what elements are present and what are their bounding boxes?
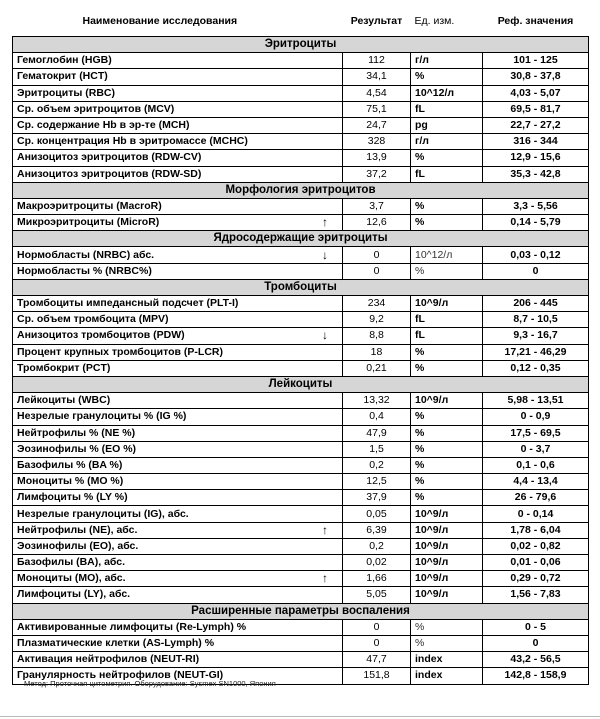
reference-range: 0 - 0,14 — [483, 506, 589, 522]
test-name-cell — [13, 506, 343, 522]
unit-value: 10^9/л — [411, 522, 483, 538]
test-name: Анизоцитоз тромбоцитов (PDW) — [17, 329, 185, 342]
result-value: 0,21 — [343, 360, 411, 376]
test-name-cell — [13, 409, 343, 425]
unit-value: 10^9/л — [411, 555, 483, 571]
test-name-cell — [13, 85, 343, 101]
reference-range: 0,12 - 0,35 — [483, 360, 589, 376]
unit-value: г/л — [411, 134, 483, 150]
test-name-cell — [13, 53, 343, 69]
reference-range: 17,21 - 46,29 — [483, 344, 589, 360]
result-value: 4,54 — [343, 85, 411, 101]
reference-range: 30,8 - 37,8 — [483, 69, 589, 85]
page-bottom-divider — [0, 716, 600, 717]
section-header-row — [13, 182, 589, 198]
table-row — [13, 360, 589, 376]
result-value: 1,66 — [343, 571, 411, 587]
result-value: 8,8 — [343, 328, 411, 344]
test-name: Лимфоциты (LY), абс. — [17, 588, 131, 601]
test-name: Базофилы (BA), абс. — [17, 556, 126, 569]
reference-range: 4,03 - 5,07 — [483, 85, 589, 101]
reference-range: 316 - 344 — [483, 134, 589, 150]
test-name-cell — [13, 393, 343, 409]
arrow-down-icon: ↓ — [322, 247, 328, 262]
unit-value: % — [411, 457, 483, 473]
reference-range: 0,02 - 0,82 — [483, 538, 589, 554]
test-name-cell — [13, 198, 343, 214]
unit-value: pg — [411, 117, 483, 133]
result-value: 37,2 — [343, 166, 411, 182]
reference-range: 3,3 - 5,56 — [483, 198, 589, 214]
reference-range: 4,4 - 13,4 — [483, 474, 589, 490]
result-value: 3,7 — [343, 198, 411, 214]
reference-range: 0 — [483, 635, 589, 651]
unit-value: % — [411, 425, 483, 441]
test-name: Анизоцитоз эритроцитов (RDW-SD) — [17, 167, 202, 180]
test-name-cell — [13, 69, 343, 85]
test-name: Активированные лимфоциты (Re-Lymph) % — [17, 620, 247, 633]
table-row — [13, 490, 589, 506]
table-row — [13, 150, 589, 166]
reference-range: 9,3 - 16,7 — [483, 328, 589, 344]
table-row — [13, 619, 589, 635]
table-row — [13, 134, 589, 150]
unit-value: 10^9/л — [411, 571, 483, 587]
reference-range: 1,56 - 7,83 — [483, 587, 589, 603]
test-name-cell — [13, 312, 343, 328]
table-row — [13, 296, 589, 312]
test-name-cell — [13, 296, 343, 312]
reference-range: 12,9 - 15,6 — [483, 150, 589, 166]
result-value: 1,5 — [343, 441, 411, 457]
table-row — [13, 555, 589, 571]
reference-range: 35,3 - 42,8 — [483, 166, 589, 182]
arrow-up-icon: ↑ — [322, 522, 328, 537]
test-name: Гемоглобин (HGB) — [17, 54, 112, 67]
result-value: 0 — [343, 263, 411, 279]
reference-range: 142,8 - 158,9 — [483, 668, 589, 684]
header-result: Результат — [350, 14, 403, 27]
test-name: Ср. объем тромбоцита (MPV) — [17, 313, 169, 326]
test-name-cell — [13, 166, 343, 182]
table-row — [13, 69, 589, 85]
test-name: Нейтрофилы % (NE %) — [17, 426, 136, 439]
table-row — [13, 409, 589, 425]
table-row — [13, 474, 589, 490]
unit-value: % — [411, 441, 483, 457]
results-table — [12, 10, 589, 685]
section-title: Тромбоциты — [13, 279, 589, 295]
reference-range: 0 - 3,7 — [483, 441, 589, 457]
test-name-cell — [13, 247, 343, 263]
arrow-up-icon: ↑ — [322, 215, 328, 230]
test-name: Эозинофилы % (EO %) — [17, 442, 137, 455]
lab-report-sheet — [12, 10, 588, 685]
test-name: Базофилы % (BA %) — [17, 458, 123, 471]
test-name-cell — [13, 619, 343, 635]
table-row — [13, 263, 589, 279]
table-row — [13, 425, 589, 441]
test-name-cell — [13, 635, 343, 651]
test-name-cell — [13, 571, 343, 587]
test-name: Активация нейтрофилов (NEUT-RI) — [17, 653, 200, 666]
arrow-up-icon: ↑ — [322, 571, 328, 586]
method-note: Метод: Проточная цитометрия. Оборудование: Sysmex SN1000, Япония — [24, 679, 276, 688]
table-row — [13, 215, 589, 231]
test-name: Тромбоциты импедансный подсчет (PLT-I) — [17, 297, 239, 310]
reference-range: 0,01 - 0,06 — [483, 555, 589, 571]
reference-range: 0,14 - 5,79 — [483, 215, 589, 231]
unit-value: % — [411, 150, 483, 166]
result-value: 34,1 — [343, 69, 411, 85]
test-name-cell — [13, 328, 343, 344]
result-value: 12,6 — [343, 215, 411, 231]
test-name-cell — [13, 150, 343, 166]
test-name: Нормобласты (NRBC) абс. — [17, 248, 155, 261]
section-title: Морфология эритроцитов — [13, 182, 589, 198]
test-name-cell — [13, 587, 343, 603]
table-row — [13, 652, 589, 668]
reference-range: 101 - 125 — [483, 53, 589, 69]
unit-value: % — [411, 490, 483, 506]
table-row — [13, 393, 589, 409]
unit-value: fL — [411, 166, 483, 182]
section-title: Эритроциты — [13, 37, 589, 53]
section-title: Лейкоциты — [13, 376, 589, 392]
table-row — [13, 538, 589, 554]
reference-range: 0 - 0,9 — [483, 409, 589, 425]
header-reference: Реф. значения — [497, 14, 574, 27]
test-name: Лимфоциты % (LY %) — [17, 491, 128, 504]
unit-value: % — [411, 619, 483, 635]
section-header-row — [13, 231, 589, 247]
test-name: Эритроциты (RBC) — [17, 86, 115, 99]
table-row — [13, 344, 589, 360]
header-unit: Ед. изм. — [414, 14, 455, 27]
result-value: 0,2 — [343, 457, 411, 473]
test-name-cell — [13, 538, 343, 554]
test-name-cell — [13, 441, 343, 457]
unit-value: 10^12/л — [411, 85, 483, 101]
table-row — [13, 571, 589, 587]
test-name-cell — [13, 425, 343, 441]
reference-range: 0 - 5 — [483, 619, 589, 635]
test-name-cell — [13, 360, 343, 376]
result-value: 9,2 — [343, 312, 411, 328]
result-value: 24,7 — [343, 117, 411, 133]
test-name: Макроэритроциты (MacroR) — [17, 199, 162, 212]
unit-value: % — [411, 215, 483, 231]
reference-range: 0 — [483, 263, 589, 279]
test-name: Ср. содержание Hb в эр-те (MCH) — [17, 119, 190, 132]
test-name: Гематокрит (HCT) — [17, 70, 108, 83]
unit-value: % — [411, 409, 483, 425]
result-value: 234 — [343, 296, 411, 312]
test-name-cell — [13, 134, 343, 150]
test-name: Эозинофилы (EO), абс. — [17, 539, 139, 552]
table-row — [13, 101, 589, 117]
unit-value: fL — [411, 312, 483, 328]
test-name: Анизоцитоз эритроцитов (RDW-CV) — [17, 151, 202, 164]
reference-range: 0,29 - 0,72 — [483, 571, 589, 587]
unit-value: % — [411, 263, 483, 279]
unit-value: index — [411, 652, 483, 668]
reference-range: 206 - 445 — [483, 296, 589, 312]
reference-range: 8,7 - 10,5 — [483, 312, 589, 328]
header-test-name: Наименование исследования — [82, 14, 238, 27]
result-value: 0,2 — [343, 538, 411, 554]
result-value: 0,4 — [343, 409, 411, 425]
test-name: Тромбокрит (PCT) — [17, 361, 111, 374]
test-name-cell — [13, 555, 343, 571]
reference-range: 5,98 - 13,51 — [483, 393, 589, 409]
table-row — [13, 328, 589, 344]
test-name-cell — [13, 490, 343, 506]
section-header-row — [13, 37, 589, 53]
test-name: Лейкоциты (WBC) — [17, 394, 111, 407]
table-row — [13, 587, 589, 603]
table-row — [13, 506, 589, 522]
result-value: 112 — [343, 53, 411, 69]
test-name-cell — [13, 522, 343, 538]
reference-range: 1,78 - 6,04 — [483, 522, 589, 538]
result-value: 47,9 — [343, 425, 411, 441]
reference-range: 0,1 - 0,6 — [483, 457, 589, 473]
test-name-cell — [13, 474, 343, 490]
table-row — [13, 53, 589, 69]
result-value: 6,39 — [343, 522, 411, 538]
unit-value: % — [411, 635, 483, 651]
unit-value: г/л — [411, 53, 483, 69]
result-value: 0,02 — [343, 555, 411, 571]
reference-range: 0,03 - 0,12 — [483, 247, 589, 263]
test-name-cell — [13, 215, 343, 231]
reference-range: 43,2 - 56,5 — [483, 652, 589, 668]
table-row — [13, 522, 589, 538]
table-row — [13, 247, 589, 263]
result-value: 13,32 — [343, 393, 411, 409]
unit-value: % — [411, 198, 483, 214]
table-row — [13, 117, 589, 133]
result-value: 12,5 — [343, 474, 411, 490]
result-value: 0,05 — [343, 506, 411, 522]
unit-value: index — [411, 668, 483, 684]
unit-value: 10^9/л — [411, 506, 483, 522]
reference-range: 17,5 - 69,5 — [483, 425, 589, 441]
test-name: Моноциты (MO), абс. — [17, 572, 126, 585]
section-header-row — [13, 603, 589, 619]
unit-value: % — [411, 474, 483, 490]
section-header-row — [13, 376, 589, 392]
table-row — [13, 441, 589, 457]
unit-value: % — [411, 360, 483, 376]
result-value: 37,9 — [343, 490, 411, 506]
test-name-cell — [13, 457, 343, 473]
reference-range: 69,5 - 81,7 — [483, 101, 589, 117]
result-value: 0 — [343, 619, 411, 635]
test-name: Нейтрофилы (NE), абс. — [17, 523, 138, 536]
reference-range: 26 - 79,6 — [483, 490, 589, 506]
result-value: 0 — [343, 635, 411, 651]
test-name: Процент крупных тромбоцитов (P-LCR) — [17, 345, 223, 358]
test-name: Незрелые гранулоциты % (IG %) — [17, 410, 187, 423]
result-value: 328 — [343, 134, 411, 150]
test-name-cell — [13, 101, 343, 117]
test-name-cell — [13, 263, 343, 279]
test-name: Ср. концентрация Hb в эритромассе (MCHC) — [17, 135, 248, 148]
table-header-row — [13, 10, 589, 37]
reference-range: 22,7 - 27,2 — [483, 117, 589, 133]
test-name-cell — [13, 344, 343, 360]
test-name: Микроэритроциты (MicroR) — [17, 216, 160, 229]
unit-value: 10^12/л — [411, 247, 483, 263]
test-name: Незрелые гранулоциты (IG), абс. — [17, 507, 189, 520]
unit-value: 10^9/л — [411, 296, 483, 312]
result-value: 75,1 — [343, 101, 411, 117]
unit-value: fL — [411, 101, 483, 117]
table-row — [13, 166, 589, 182]
unit-value: 10^9/л — [411, 538, 483, 554]
test-name: Ср. объем эритроцитов (MCV) — [17, 102, 175, 115]
result-value: 5,05 — [343, 587, 411, 603]
test-name-cell — [13, 117, 343, 133]
test-name-cell — [13, 652, 343, 668]
arrow-down-icon: ↓ — [322, 328, 328, 343]
result-value: 18 — [343, 344, 411, 360]
table-row — [13, 85, 589, 101]
table-row — [13, 198, 589, 214]
unit-value: 10^9/л — [411, 587, 483, 603]
table-row — [13, 635, 589, 651]
unit-value: fL — [411, 328, 483, 344]
result-value: 0 — [343, 247, 411, 263]
result-value: 13,9 — [343, 150, 411, 166]
unit-value: % — [411, 344, 483, 360]
table-row — [13, 312, 589, 328]
section-header-row — [13, 279, 589, 295]
test-name: Моноциты % (MO %) — [17, 475, 124, 488]
test-name: Плазматические клетки (AS-Lymph) % — [17, 637, 215, 650]
unit-value: % — [411, 69, 483, 85]
unit-value: 10^9/л — [411, 393, 483, 409]
result-value: 151,8 — [343, 668, 411, 684]
result-value: 47,7 — [343, 652, 411, 668]
table-row — [13, 457, 589, 473]
section-title: Расширенные параметры воспаления — [13, 603, 589, 619]
section-title: Ядросодержащие эритроциты — [13, 231, 589, 247]
test-name: Нормобласты % (NRBC%) — [17, 264, 152, 277]
test-name: Гранулярность нейтрофилов (NEUT-GI) — [17, 669, 224, 682]
